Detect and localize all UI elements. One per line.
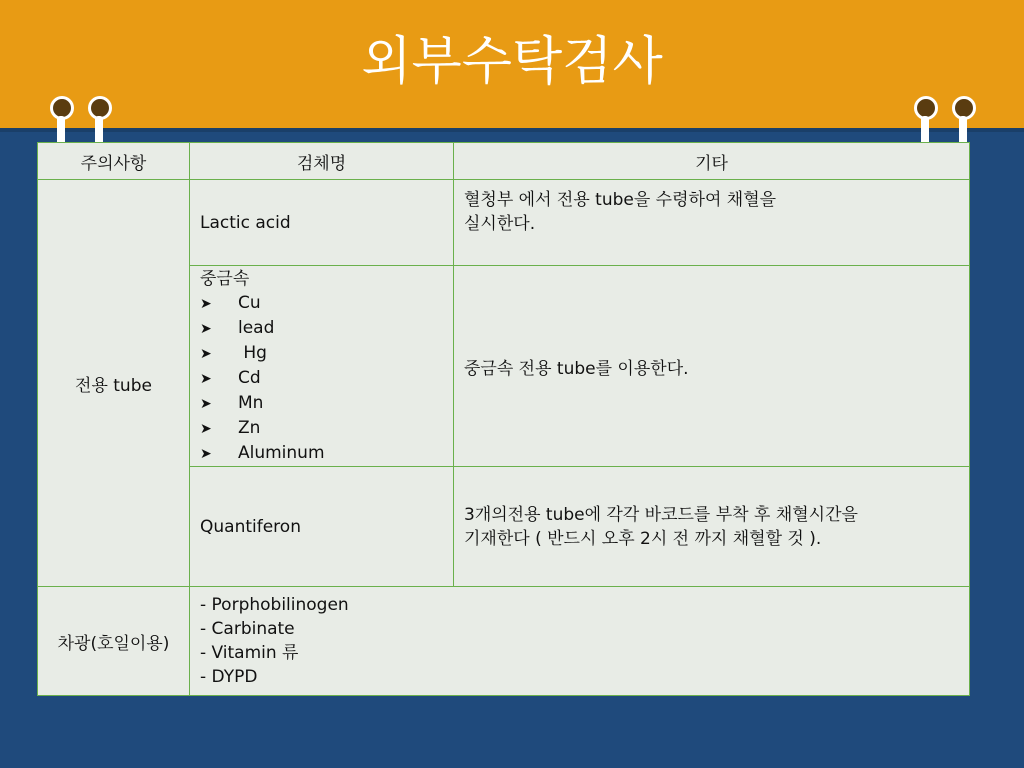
- arrow-bullet-icon: ➤: [200, 295, 212, 312]
- arrow-bullet-icon: ➤: [200, 345, 212, 362]
- group-cell-light-protection: 차광(호일이용): [38, 587, 190, 696]
- specimen-group-title: 중금속: [200, 268, 250, 289]
- table-row: [38, 587, 970, 696]
- list-item: ➤ Hg: [200, 341, 443, 366]
- note-cell: 중금속 전용 tube를 이용한다.: [454, 266, 970, 467]
- list-item: ➤ lead: [200, 316, 443, 341]
- note-cell: [454, 467, 970, 587]
- table-row: [38, 180, 970, 266]
- light-protection-list: [200, 593, 959, 689]
- arrow-bullet-icon: ➤: [200, 320, 212, 337]
- specimen-cell: Quantiferon: [190, 467, 454, 587]
- note-line: 3개의전용 tube에 각각 바코드를 부착 후 채혈시간을: [464, 504, 858, 525]
- slide-title: 외부수탁검사: [361, 32, 663, 92]
- list-item: ➤ Aluminum: [200, 441, 443, 466]
- table-header-row: [38, 143, 970, 180]
- note-cell: [454, 180, 970, 266]
- list-item: - DYPD: [200, 667, 258, 687]
- list-item: ➤ Mn: [200, 391, 443, 416]
- header-band: [0, 0, 1024, 128]
- arrow-bullet-icon: ➤: [200, 420, 212, 437]
- specimen-cell: [190, 587, 970, 696]
- list-item: - Vitamin 류: [200, 643, 299, 663]
- heavy-metal-list: [200, 291, 443, 466]
- arrow-bullet-icon: ➤: [200, 370, 212, 387]
- arrow-bullet-icon: ➤: [200, 395, 212, 412]
- group-cell-dedicated-tube: 전용 tube: [38, 180, 190, 587]
- header-cell-specimen: 검체명: [190, 143, 454, 180]
- list-item: - Porphobilinogen: [200, 595, 349, 615]
- note-line: 혈청부 에서 전용 tube을 수령하여 채혈을: [464, 190, 777, 210]
- header-cell-other: 기타: [454, 143, 970, 180]
- list-item: ➤ Cu: [200, 291, 443, 316]
- arrow-bullet-icon: ➤: [200, 445, 212, 462]
- specimen-cell: Lactic acid: [190, 180, 454, 266]
- list-item: ➤ Zn: [200, 416, 443, 441]
- list-item: ➤ Cd: [200, 366, 443, 391]
- specimen-cell: [190, 266, 454, 467]
- list-item: - Carbinate: [200, 619, 295, 639]
- specimen-table: [37, 142, 970, 696]
- note-line: 기재한다 ( 반드시 오후 2시 전 까지 채혈할 것 ).: [464, 528, 822, 549]
- note-line: 실시한다.: [464, 214, 536, 234]
- header-cell-precautions: 주의사항: [38, 143, 190, 180]
